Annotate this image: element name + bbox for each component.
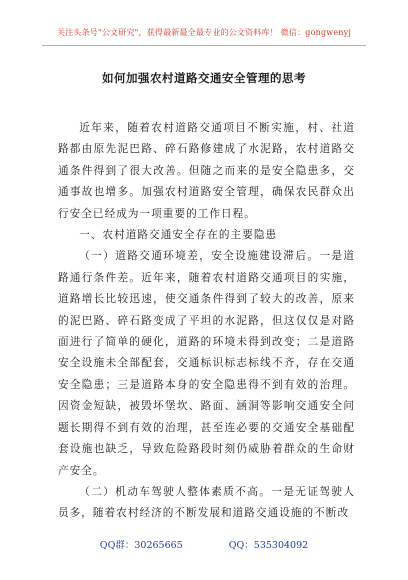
paragraph-intro: 近年来，随着农村道路交通项目不断实施，村、社道路都由原先泥巴路、碎石路修建成了水泥路，农村道路交通条件得到了很大改善。但随之而来的是安全隐患多，交通事故也增多。加强农村道路安全管理，确保农民群众出行安全已经成为一项重要的工作日程。 bbox=[58, 122, 355, 220]
section-heading: 一、农村道路交通安全存在的主要隐患 bbox=[79, 229, 278, 242]
header-banner: 关注头条号"公文研究"，获得最新最全最专业的公文资料库！ 微信：gongwenyj bbox=[56, 28, 352, 37]
header-divider bbox=[42, 45, 366, 46]
document-body bbox=[58, 118, 355, 525]
footer-contact bbox=[0, 537, 408, 551]
paragraph-road-environment: （一）道路交通环境差，安全设施建设滞后。一是道路通行条件差。近年来，随着农村道路交通项目的实施，道路增长比较迅速，使交通条件得到了较大的改善，原来的泥巴路、碎石路变成了平坦的水泥路，但这仅仅是对路面进行了简单的硬化，道路的环境未得到改变；二是道路安全设施未全部配套，交通标识标志标线不齐，存在交通安全隐患；三是道路本身的安全隐患得不到有效的治理。因资金短缺，被毁坏堡坎、路面、涵洞等影响交通安全问题长期得不到有效的治理，甚至连必要的交通安全基础配套设施也缺乏，导致危险路段时刻仍威胁着群众的生命财产安全。 bbox=[58, 250, 355, 477]
footer-qq-group: QQ群：30265665 bbox=[99, 540, 183, 551]
document-title: 如何加强农村道路交通安全管理的思考 bbox=[102, 71, 306, 85]
paragraph-driver-quality: （二）机动车驾驶人整体素质不高。一是无证驾驶人员多，随着农村经济的不断发展和道路交通设施的不断改 bbox=[58, 485, 355, 520]
footer-qq: QQ：535304092 bbox=[228, 540, 309, 551]
